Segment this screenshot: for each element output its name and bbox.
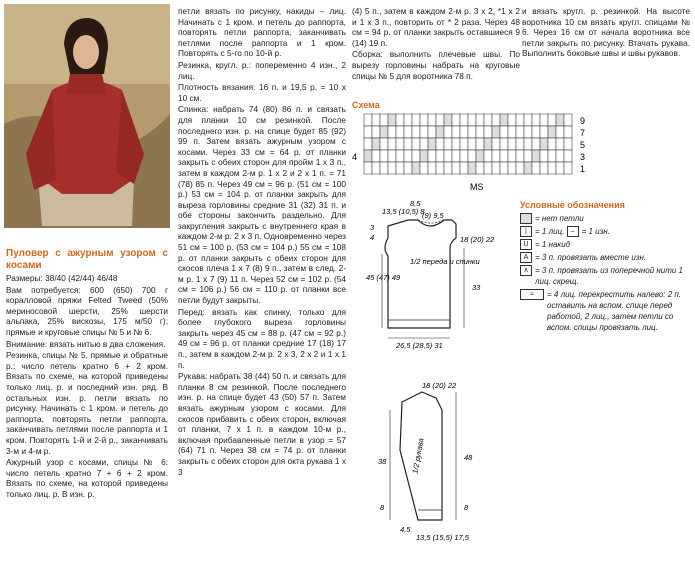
chart-cell (420, 138, 428, 150)
dim-label: 18 (20) 22 (460, 235, 495, 244)
chart-cell (484, 150, 492, 162)
paragraph: Рукава: набрать 38 (44) 50 п. и связать для планки 8 см резинкой. После последнего изн. р. на спице будет 43 (50) 57 п. Затем вязать ажурным узором с косами. Для скосов прибавить с обеих сторон, включая от планки, 7 х 1 п. в каждом 10-м р., включая прибавленные петли в узор = 57 (64) 71 п. Через 38 см = 74 р. от планки закрыть с обеих сторон для окта рукава 1 х 3 (178, 371, 346, 477)
chart-cell (516, 126, 524, 138)
chart-cell (372, 150, 380, 162)
chart-cell (564, 150, 572, 162)
dim-label: 26,5 (28,5) 31 (396, 341, 443, 350)
chart-cell (484, 138, 492, 150)
dim-label: 33 (472, 283, 481, 292)
piece-label: 1/2 рукава (410, 437, 426, 475)
instructions-column-4 (522, 6, 690, 60)
dim-label: 8 (380, 503, 385, 512)
chart-cell (428, 138, 436, 150)
chart-cell (556, 114, 564, 126)
chart-cell (412, 114, 420, 126)
chart-cell (468, 162, 476, 174)
chart-cell (444, 114, 452, 126)
legend-item (520, 239, 690, 250)
chart-cell (372, 138, 380, 150)
sizes-text: Размеры: 38/40 (42/44) 46/48 (6, 273, 118, 283)
row-number: 7 (580, 128, 586, 138)
chart-cell (460, 138, 468, 150)
chart-cell (524, 126, 532, 138)
chart-cell (444, 126, 452, 138)
chart-cell (532, 138, 540, 150)
chart-cell (508, 138, 516, 150)
chart-cell (404, 162, 412, 174)
chart-cell (516, 138, 524, 150)
chart-cell (388, 126, 396, 138)
chart-cell (444, 150, 452, 162)
chart-cell (548, 150, 556, 162)
chart-cell (484, 162, 492, 174)
chart-cell (372, 114, 380, 126)
chart-cell (548, 126, 556, 138)
paragraph: Плотность вязания: 16 п. и 19,5 р. = 10 х 10 см. (178, 82, 346, 103)
chart-cell (532, 162, 540, 174)
chart-cell (452, 114, 460, 126)
chart-cell (444, 162, 452, 174)
chart-cell (364, 114, 372, 126)
ms-label: MS (470, 182, 484, 192)
lace-cable-text: Ажурный узор с косами, спицы № 6: число петель кратно 7 + 6 + 2 кром. Вязать по схеме, на которой приведены только лиц. р. В изн. р. (6, 457, 168, 499)
chart-cell (508, 114, 516, 126)
front-back-schematic (360, 198, 500, 366)
chart-cell (372, 162, 380, 174)
chart-cell (476, 114, 484, 126)
chart-cell (556, 162, 564, 174)
row-number: 1 (580, 164, 586, 174)
dim-label: 13,5 (15,5) 17,5 (416, 533, 469, 542)
chart-cell (556, 138, 564, 150)
dim-label: 4,5 (400, 525, 411, 534)
chart-cell (412, 150, 420, 162)
chart-cell (428, 150, 436, 162)
chart-cell (468, 114, 476, 126)
chart-cell (532, 114, 540, 126)
legend-text: = 1 накид (535, 240, 571, 249)
chart-cell (476, 162, 484, 174)
legend (520, 200, 690, 333)
chart-cell (396, 114, 404, 126)
chart-cell (468, 138, 476, 150)
chart-cell (516, 162, 524, 174)
chart-cell (540, 138, 548, 150)
dim-label: 18 (20) 22 (422, 381, 457, 390)
chart-cell (500, 114, 508, 126)
chart-cell (452, 126, 460, 138)
chart-cell (508, 150, 516, 162)
legend-item (520, 252, 690, 263)
chart-cell (428, 162, 436, 174)
dim-label: 4 (370, 233, 375, 242)
legend-text: = 4 лиц. перекрестить налево: 2 п. оставить на вспом. спице перед работой, 2 лиц., затем петли со вспом. спицы провязать лиц. (547, 290, 682, 332)
chart-cell (428, 114, 436, 126)
instructions-column-2 (178, 6, 346, 478)
yarn-over-icon: U (520, 239, 532, 250)
chart-cell (404, 150, 412, 162)
chart-cell (460, 114, 468, 126)
chart-cell (508, 162, 516, 174)
chart-cell (492, 138, 500, 150)
legend-item (520, 265, 690, 287)
materials-text: Вам потребуется: 600 (650) 700 г коралловой пряжи Felted Tweed (50% мериносовой шерсти, 25% шерсти альпака, 25% вискозы, 175 м/50 г); прямые и круговые спицы № 5 и № 6. (6, 284, 168, 337)
chart-cell (412, 138, 420, 150)
legend-item (520, 289, 690, 333)
chart-cell (484, 114, 492, 126)
purl-three-together-icon: A (520, 252, 532, 263)
rib-pattern-text: Резинка, спицы № 5, прямые и обратные р.: число петель кратно 6 + 2 кром. Вязать по схеме, на которой приведены только лиц. р. и последний изн. ряд. В остальных изн. р. петли вязать по рисунку. Начинать с 1 кром. и петель до раппорта, повторять петли раппорта, заканчивать петлями после раппорта и 1 кром. Повторять 1-й и 2-й р., заканчивать 3-м и 4-м р. (6, 350, 168, 456)
cable-cross-icon: ≈ (520, 289, 544, 300)
legend-text: = 3 п. провязать вместе изн. (535, 253, 647, 262)
chart-cell (540, 162, 548, 174)
dim-label: 48 (464, 453, 473, 462)
chart-cell (524, 162, 532, 174)
model-photo (4, 4, 170, 228)
chart-cell (476, 126, 484, 138)
chart-cell (396, 162, 404, 174)
chart-cell (524, 138, 532, 150)
paragraph: и вязать кругл. р. резинкой. На высоте воротника 10 см вязать кругл. спицами № 6. Через 16 см от начала воротника все петли закрыть по рисунку. Втачать рукава. Выполнить боковые швы и швы рукавов. (522, 6, 690, 59)
chart-cell (492, 162, 500, 174)
row-number: 3 (580, 152, 586, 162)
chart-cell (444, 138, 452, 150)
paragraph: Перед: вязать как спинку, только для более глубокого выреза горловины закрыть через 45 см = 88 р. (47 см = 92 р.) 49 см = 96 р. от планки средние 17 (18) 17 п., затем в каждом 2-м р. 2 х 3, 2 х 2 и 1 х 1 п. (178, 306, 346, 370)
instructions-column-1 (6, 248, 168, 500)
chart-cell (532, 150, 540, 162)
chart-cell (380, 138, 388, 150)
no-stitch-icon (520, 213, 532, 224)
chart-cell (428, 126, 436, 138)
chart-cell (404, 126, 412, 138)
dim-label: 8,5 (410, 199, 421, 208)
chart-cell (380, 162, 388, 174)
chart-cell (404, 114, 412, 126)
chart-cell (396, 150, 404, 162)
knitting-chart (352, 112, 592, 192)
chart-cell (500, 138, 508, 150)
chart-cell (540, 114, 548, 126)
chart-cell (492, 150, 500, 162)
paragraph: (4) 5 п., затем в каждом 2-м р. 3 х 2, *1 х 2 и 1 х 3 п., повторить от * 2 раза. Через 48 см = 94 р. от планки закрыть оставшиеся 9 (14) 19 п. (352, 6, 520, 48)
chart-cell (436, 114, 444, 126)
chart-cell (500, 162, 508, 174)
chart-cell (420, 162, 428, 174)
paragraph: Резинка, кругл. р.: попеременно 4 изн., 2 лиц. (178, 59, 346, 81)
chart-cell (452, 162, 460, 174)
chart-cell (364, 162, 372, 174)
chart-cell (460, 150, 468, 162)
chart-cell (396, 126, 404, 138)
chart-cell (412, 162, 420, 174)
attention-text: Внимание: вязать нитью в два сложения. (6, 338, 166, 349)
chart-cell (388, 162, 396, 174)
legend-text: = нет петли (535, 214, 584, 223)
schema-title: Схема (352, 100, 380, 110)
chart-cell (436, 162, 444, 174)
purl-icon: – (567, 226, 579, 237)
legend-item (520, 213, 690, 224)
chart-cell (460, 126, 468, 138)
chart-cell (524, 114, 532, 126)
chart-cell (564, 162, 572, 174)
dim-label: 3 (370, 223, 375, 232)
chart-cell (364, 150, 372, 162)
chart-cell (388, 138, 396, 150)
chart-cell (404, 138, 412, 150)
chart-cell (540, 126, 548, 138)
chart-cell (388, 150, 396, 162)
legend-text: = 1 лиц. (535, 227, 565, 236)
chart-cell (436, 138, 444, 150)
chart-cell (532, 126, 540, 138)
chart-cell (548, 162, 556, 174)
chart-cell (364, 138, 372, 150)
chart-cell (468, 126, 476, 138)
legend-text: = 3 п. провязать из поперечной нити 1 лиц. скрещ. (535, 266, 684, 286)
instructions-column-3 (352, 6, 520, 82)
chart-cell (508, 126, 516, 138)
chart-cell (524, 150, 532, 162)
chart-cell (452, 138, 460, 150)
dim-label: 38 (378, 457, 387, 466)
row-number: 5 (580, 140, 586, 150)
chart-cell (468, 150, 476, 162)
chart-cell (420, 150, 428, 162)
row-number: 9 (580, 116, 586, 126)
dim-label: 45 (47) 49 (366, 273, 401, 282)
chart-cell (500, 150, 508, 162)
chart-cell (364, 126, 372, 138)
chart-cell (484, 126, 492, 138)
chart-cell (380, 150, 388, 162)
chart-cell (460, 162, 468, 174)
chart-cell (492, 114, 500, 126)
chart-cell (564, 126, 572, 138)
chart-cell (516, 114, 524, 126)
chart-cell (420, 126, 428, 138)
chart-cell (476, 138, 484, 150)
paragraph: Сборка: выполнить плечевые швы. По вырезу горловины набрать на круговые спицы № 5 для воротника 78 п. (352, 49, 520, 81)
chart-cell (388, 114, 396, 126)
chart-cell (500, 126, 508, 138)
chart-cell (540, 150, 548, 162)
twisted-knit-icon: ∧ (520, 265, 532, 276)
legend-text: = 1 изн. (581, 227, 610, 236)
chart-cell (380, 114, 388, 126)
chart-cell (548, 114, 556, 126)
paragraph: петли вязать по рисунку, накиды – лиц. Начинать с 1 кром. и петель до раппорта, повторять петли раппорта, заканчивать петлями после раппорта и 1 кром. Повторять с 5-го по 10-й р. (178, 6, 346, 59)
paragraph: Спинка: набрать 74 (80) 86 п. и связать для планки 10 см резинкой. После последнего изн. р. на спице будет 85 (92) 99 п. Затем вязать ажурным узором с косами. Через 33 см = 64 р. от планки закрыть с обеих сторон для пройм 1 х 3 п., затем в каждом 2-м р. 1 х 2 и 2 х 1 п. = 71 (78) 85 п. Через 49 см = 96 р. (51 см = 100 р.) 53 см = 104 р. от планки закрыть для выреза горловины средние 31 (32) 31 п. и обе стороны закончить раздельно. Для закругления закрыть с внутреннего края в каждом 2-м р. 2 х 3 п. Одновременно через 51 см = 100 р. (53 см = 104 р.) 55 см = 108 р. от планки закрыть с обеих сторон для скосов плеча 1 х 7 (8) 9 п., затем в след. 2-м р. 1 х 7 (9) 11 п. Через 52 см = 102 р. (54 см = 106 р.) 56 см = 110 р. от планки все петли будут закрыты. (178, 104, 346, 306)
chart-cell (436, 150, 444, 162)
legend-title: Условные обозначения (520, 200, 625, 210)
chart-cell (396, 138, 404, 150)
row-number: 4 (352, 152, 358, 162)
chart-cell (412, 126, 420, 138)
dim-label: 13,5 (10,5) 8 (382, 207, 425, 216)
legend-item (520, 226, 690, 237)
chart-cell (548, 138, 556, 150)
sleeve-schematic (360, 380, 500, 560)
chart-cell (436, 126, 444, 138)
chart-cell (380, 126, 388, 138)
chart-cell (564, 114, 572, 126)
pattern-title: Пуловер с ажурным узором с косами (6, 248, 168, 271)
dim-label: (9) 9,5 (422, 211, 444, 220)
chart-cell (372, 126, 380, 138)
chart-cell (452, 150, 460, 162)
chart-cell (516, 150, 524, 162)
chart-cell (556, 150, 564, 162)
chart-cell (556, 126, 564, 138)
chart-cell (476, 150, 484, 162)
chart-cell (492, 126, 500, 138)
knit-icon: | (520, 226, 532, 237)
piece-label: 1/2 переда и спинки (410, 257, 480, 266)
dim-label: 8 (464, 503, 469, 512)
chart-cell (564, 138, 572, 150)
chart-cell (420, 114, 428, 126)
